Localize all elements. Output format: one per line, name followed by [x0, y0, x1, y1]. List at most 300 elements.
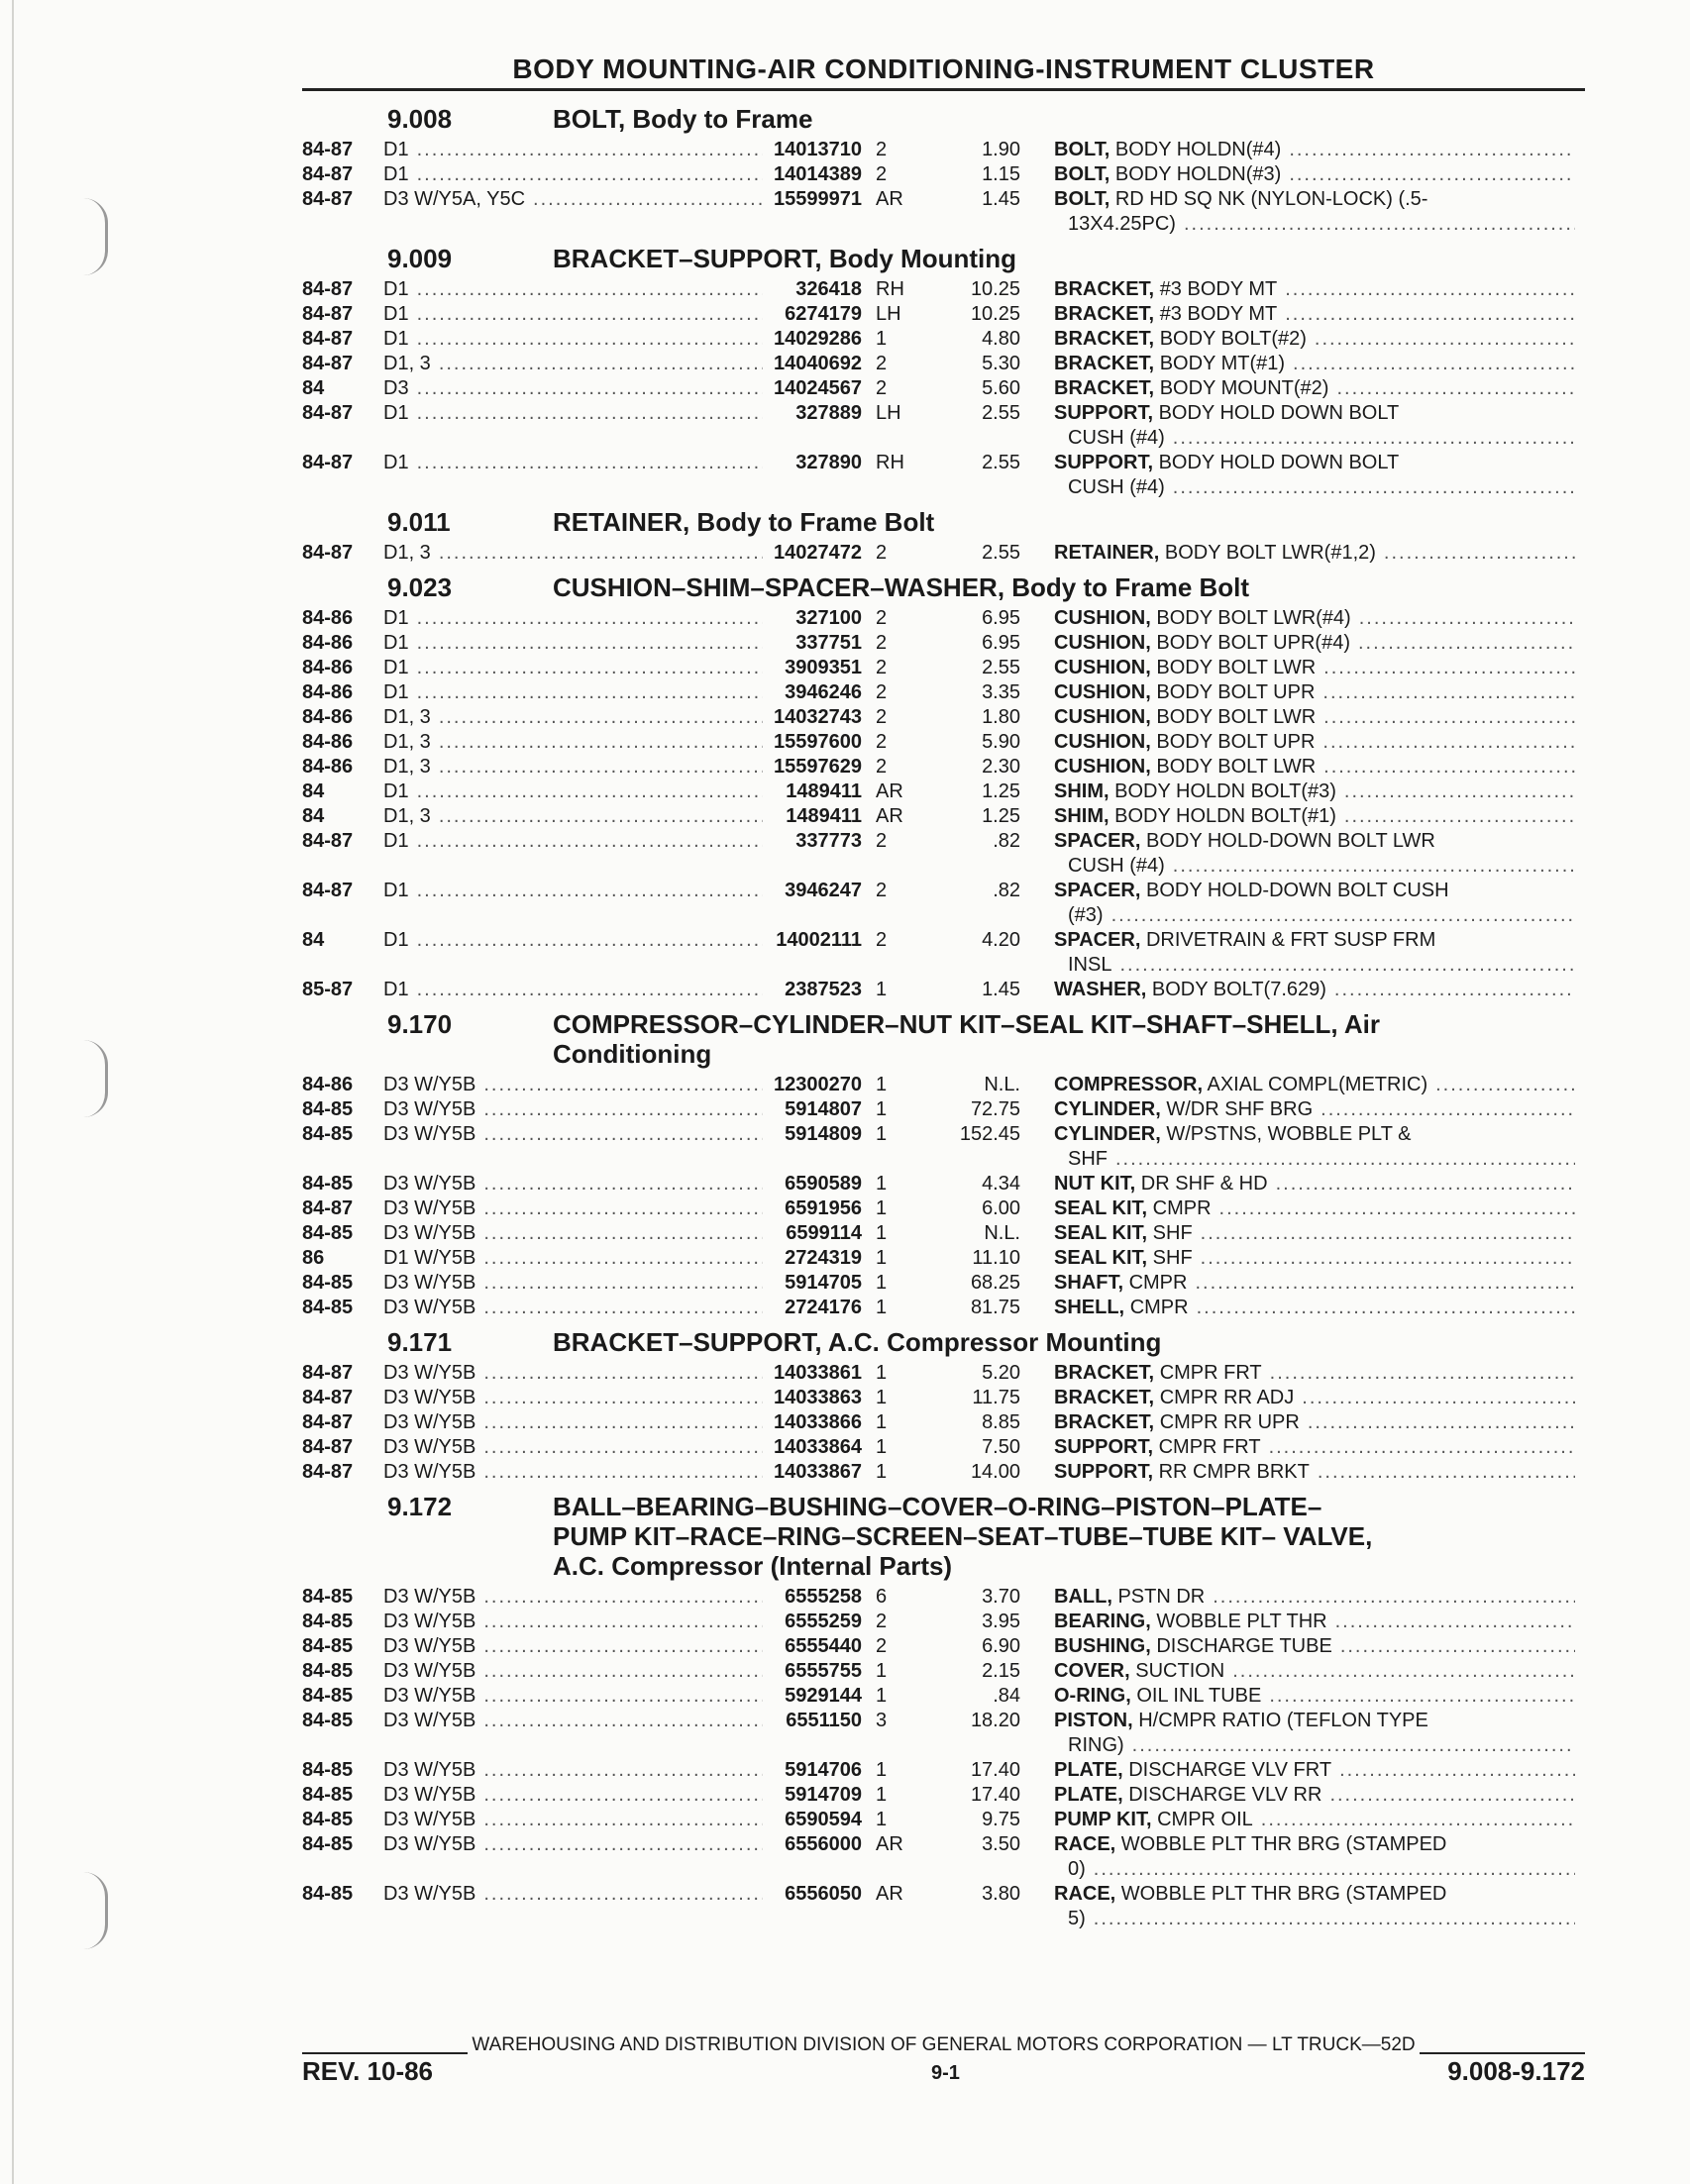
- quantity: 2: [876, 1611, 888, 1632]
- description-text: [1054, 1172, 1268, 1196]
- description: [1054, 780, 1575, 804]
- part-number: 14024567: [774, 377, 862, 399]
- application: D1: [383, 452, 409, 473]
- part-detail: BODY HOLD DOWN BOLT: [1158, 402, 1400, 424]
- part-name: BALL,: [1054, 1586, 1112, 1608]
- model-years: 84-87: [302, 139, 354, 160]
- application-cell: [383, 187, 763, 237]
- application-cell: [383, 1783, 763, 1808]
- continuation-text: INSL: [1068, 954, 1112, 976]
- part-detail: BODY BOLT(#2): [1159, 328, 1307, 350]
- application: D3 W/Y5A, Y5C: [383, 188, 526, 210]
- description-line: [1054, 879, 1575, 903]
- quantity: 1: [876, 1411, 888, 1433]
- leader-dots: [483, 1172, 763, 1196]
- application: D1, 3: [383, 353, 431, 374]
- price: 1.45: [982, 188, 1020, 210]
- part-number: 2724319: [785, 1247, 862, 1269]
- leader-dots: [1269, 1684, 1575, 1709]
- description-text: [1054, 656, 1316, 680]
- part-name: PUMP KIT,: [1054, 1809, 1152, 1830]
- part-name: RACE,: [1054, 1883, 1116, 1905]
- quantity: AR: [876, 1883, 903, 1905]
- part-name: CUSHION,: [1054, 681, 1151, 703]
- catalog-section: [302, 572, 1585, 1002]
- quantity: RH: [876, 278, 904, 300]
- continuation-text: SHF: [1068, 1148, 1108, 1170]
- model-years: 84-86: [302, 632, 354, 654]
- part-detail: CMPR FRT: [1158, 1436, 1261, 1458]
- table-row: [302, 1097, 1585, 1122]
- description-text: [1054, 1709, 1428, 1733]
- leader-dots: [1358, 631, 1575, 656]
- description-line: [1054, 780, 1575, 804]
- leader-dots: [1285, 302, 1575, 327]
- part-number: 327889: [795, 402, 862, 424]
- leader-dots: [1320, 1097, 1575, 1122]
- quantity: 2: [876, 542, 888, 564]
- table-row: [302, 541, 1585, 566]
- price: 11.75: [972, 1387, 1020, 1408]
- application-cell: [383, 755, 763, 780]
- table-row: [302, 1634, 1585, 1659]
- description-line: [1054, 1435, 1575, 1460]
- part-detail: SHF: [1152, 1222, 1193, 1244]
- quantity: LH: [876, 402, 901, 424]
- application: D1: [383, 657, 409, 678]
- part-detail: SUCTION: [1135, 1660, 1225, 1682]
- application-cell: [383, 730, 763, 755]
- application: D1, 3: [383, 542, 431, 564]
- application: D3 W/Y5B: [383, 1436, 476, 1458]
- catalog-section: [302, 104, 1585, 237]
- quantity: 1: [876, 1362, 888, 1384]
- table-row: [302, 1783, 1585, 1808]
- application: D1: [383, 163, 409, 185]
- application: D3 W/Y5B: [383, 1387, 476, 1408]
- part-name: CUSHION,: [1054, 632, 1151, 654]
- quantity: 2: [876, 731, 888, 753]
- section-heading: [302, 104, 1585, 134]
- price: 2.15: [982, 1660, 1020, 1682]
- part-number: 5914709: [785, 1784, 862, 1806]
- continuation-text: 0): [1068, 1858, 1086, 1880]
- application-cell: [383, 162, 763, 187]
- table-row: [302, 162, 1585, 187]
- table-row: [302, 606, 1585, 631]
- quantity: 1: [876, 1809, 888, 1830]
- part-name: SUPPORT,: [1054, 1461, 1154, 1483]
- application: D3 W/Y5B: [383, 1660, 476, 1682]
- description: [1054, 1410, 1575, 1435]
- description-text: [1054, 804, 1336, 829]
- description-line: [1054, 755, 1575, 780]
- table-row: [302, 1758, 1585, 1783]
- description: [1054, 1361, 1575, 1386]
- leader-dots: [417, 780, 763, 804]
- part-name: BRACKET,: [1054, 377, 1155, 399]
- table-row: [302, 656, 1585, 680]
- description-continuation: [1054, 903, 1575, 928]
- model-years: 84-87: [302, 1362, 354, 1384]
- price: 18.20: [970, 1710, 1020, 1731]
- leader-dots: [1094, 1907, 1575, 1931]
- parts-catalog: [302, 97, 1585, 1931]
- application-cell: [383, 1410, 763, 1435]
- application-cell: [383, 1585, 763, 1610]
- price: 6.95: [982, 607, 1020, 629]
- table-row: [302, 352, 1585, 376]
- part-name: SPACER,: [1054, 830, 1141, 852]
- part-number: 327890: [795, 452, 862, 473]
- part-name: SHIM,: [1054, 780, 1109, 802]
- part-number: 5914706: [785, 1759, 862, 1781]
- section-title-line: RETAINER, Body to Frame Bolt: [553, 507, 935, 537]
- part-number: 14033861: [774, 1362, 862, 1384]
- description: [1054, 1073, 1575, 1097]
- description-text: [1054, 680, 1315, 705]
- part-number: 6591956: [785, 1197, 862, 1219]
- footer-line: [302, 2034, 1585, 2056]
- leader-dots: [1261, 1808, 1575, 1832]
- leader-dots: [1201, 1221, 1575, 1246]
- price: 7.50: [982, 1436, 1020, 1458]
- price: 81.75: [970, 1297, 1020, 1318]
- application-cell: [383, 879, 763, 928]
- leader-dots: [1318, 1460, 1575, 1485]
- part-detail: BODY BOLT LWR(#4): [1156, 607, 1351, 629]
- model-years: 84-86: [302, 681, 354, 703]
- model-years: 84-85: [302, 1611, 354, 1632]
- part-name: SEAL KIT,: [1054, 1197, 1148, 1219]
- part-name: RACE,: [1054, 1833, 1116, 1855]
- price: 2.55: [982, 402, 1020, 424]
- section-title-block: [553, 507, 1585, 537]
- description-line: [1054, 1808, 1575, 1832]
- quantity: 3: [876, 1710, 888, 1731]
- application-cell: [383, 1634, 763, 1659]
- leader-dots: [417, 829, 763, 879]
- leader-dots: [1335, 1610, 1575, 1634]
- part-detail: BODY HOLDN(#4): [1114, 139, 1282, 160]
- description: [1054, 656, 1575, 680]
- model-years: 84: [302, 780, 325, 802]
- part-name: BRACKET,: [1054, 1411, 1155, 1433]
- description: [1054, 879, 1575, 928]
- description-text: [1054, 1882, 1446, 1907]
- leader-dots: [483, 1296, 763, 1320]
- part-name: SEAL KIT,: [1054, 1222, 1148, 1244]
- part-number: 14013710: [774, 139, 862, 160]
- quantity: 1: [876, 1173, 888, 1195]
- leader-dots: [1334, 978, 1575, 1002]
- description-text: [1054, 162, 1281, 187]
- binder-hole: [83, 1040, 108, 1117]
- application: D3 W/Y5B: [383, 1611, 476, 1632]
- part-detail: CMPR RR UPR: [1159, 1411, 1300, 1433]
- application: D3 W/Y5B: [383, 1197, 476, 1219]
- application-cell: [383, 780, 763, 804]
- description-line: [1054, 1610, 1575, 1634]
- quantity: 1: [876, 1247, 888, 1269]
- model-years: 84-87: [302, 542, 354, 564]
- part-number: 3909351: [785, 657, 862, 678]
- leader-dots: [417, 376, 763, 401]
- application: D3 W/Y5B: [383, 1411, 476, 1433]
- part-detail: W/DR SHF BRG: [1166, 1098, 1314, 1120]
- part-detail: CMPR RR ADJ: [1159, 1387, 1295, 1408]
- part-detail: CMPR OIL: [1157, 1809, 1253, 1830]
- quantity: 1: [876, 1074, 888, 1095]
- quantity: AR: [876, 188, 903, 210]
- description-line: [1054, 1684, 1575, 1709]
- application: D3 W/Y5B: [383, 1173, 476, 1195]
- description: [1054, 401, 1575, 451]
- quantity: 2: [876, 632, 888, 654]
- description-line: [1054, 401, 1575, 426]
- leader-dots: [483, 1684, 763, 1709]
- application: D3 W/Y5B: [383, 1461, 476, 1483]
- part-detail: WOBBLE PLT THR BRG (STAMPED: [1120, 1833, 1447, 1855]
- quantity: 1: [876, 1272, 888, 1294]
- description: [1054, 1271, 1575, 1296]
- part-detail: CMPR FRT: [1159, 1362, 1262, 1384]
- application: D1, 3: [383, 706, 431, 728]
- part-name: CYLINDER,: [1054, 1098, 1161, 1120]
- part-name: BRACKET,: [1054, 1362, 1155, 1384]
- leader-dots: [417, 451, 763, 500]
- application-cell: [383, 1296, 763, 1320]
- price: .84: [993, 1685, 1020, 1707]
- description-text: [1054, 1271, 1187, 1296]
- part-name: CUSHION,: [1054, 706, 1151, 728]
- leader-dots: [1289, 138, 1575, 162]
- table-row: [302, 1659, 1585, 1684]
- leader-dots: [1302, 1386, 1575, 1410]
- part-number: 14033864: [774, 1436, 862, 1458]
- application: D3 W/Y5B: [383, 1784, 476, 1806]
- application-cell: [383, 680, 763, 705]
- description: [1054, 1882, 1575, 1931]
- part-detail: BODY HOLDN(#3): [1114, 163, 1282, 185]
- leader-dots: [1293, 352, 1575, 376]
- leader-dots: [1213, 1585, 1575, 1610]
- leader-dots: [483, 1271, 763, 1296]
- price: 2.55: [982, 452, 1020, 473]
- leader-dots: [483, 1246, 763, 1271]
- leader-dots: [1232, 1659, 1575, 1684]
- application: D3 W/Y5B: [383, 1297, 476, 1318]
- quantity: 1: [876, 1685, 888, 1707]
- application: D1: [383, 780, 409, 802]
- part-detail: BODY BOLT UPR: [1156, 731, 1316, 753]
- part-detail: DISCHARGE TUBE: [1156, 1635, 1332, 1657]
- part-name: BEARING,: [1054, 1611, 1151, 1632]
- leader-dots: [417, 162, 763, 187]
- price: 6.00: [982, 1197, 1020, 1219]
- description-line: [1054, 1832, 1575, 1857]
- part-name: BOLT,: [1054, 139, 1110, 160]
- leader-dots: [483, 1073, 763, 1097]
- description-text: [1054, 451, 1399, 475]
- model-years: 84-86: [302, 706, 354, 728]
- price: 152.45: [959, 1123, 1020, 1145]
- application: D3 W/Y5B: [383, 1098, 476, 1120]
- application: D3 W/Y5B: [383, 1635, 476, 1657]
- part-number: 3946247: [785, 880, 862, 901]
- description-line: [1054, 1122, 1575, 1147]
- quantity: 2: [876, 706, 888, 728]
- description: [1054, 541, 1575, 566]
- leader-dots: [1201, 1246, 1575, 1271]
- description-text: [1054, 1122, 1411, 1147]
- quantity: 1: [876, 1197, 888, 1219]
- application: D1: [383, 880, 409, 901]
- description-continuation: [1054, 1147, 1575, 1172]
- model-years: 84-85: [302, 1660, 354, 1682]
- part-number: 6590589: [785, 1173, 862, 1195]
- description-line: [1054, 978, 1575, 1002]
- part-number: 1489411: [786, 780, 862, 802]
- quantity: 1: [876, 1222, 888, 1244]
- quantity: 2: [876, 681, 888, 703]
- price: 10.25: [970, 303, 1020, 325]
- table-row: [302, 978, 1585, 1002]
- price: 5.60: [982, 377, 1020, 399]
- description-text: [1054, 401, 1399, 426]
- model-years: 84-85: [302, 1833, 354, 1855]
- part-detail: BODY HOLD DOWN BOLT: [1158, 452, 1400, 473]
- table-row: [302, 1808, 1585, 1832]
- part-name: CYLINDER,: [1054, 1123, 1161, 1145]
- table-row: [302, 1882, 1585, 1931]
- leader-dots: [1195, 1271, 1575, 1296]
- description-text: [1054, 1361, 1262, 1386]
- table-row: [302, 780, 1585, 804]
- leader-dots: [483, 1386, 763, 1410]
- description: [1054, 1172, 1575, 1196]
- part-name: PLATE,: [1054, 1759, 1123, 1781]
- quantity: 1: [876, 328, 888, 350]
- part-number: 14032743: [774, 706, 862, 728]
- leader-dots: [417, 879, 763, 928]
- description-continuation: [1054, 426, 1575, 451]
- part-number: 15597629: [774, 756, 862, 778]
- table-row: [302, 376, 1585, 401]
- application: D3 W/Y5B: [383, 1123, 476, 1145]
- model-years: 84-85: [302, 1098, 354, 1120]
- application: D3 W/Y5B: [383, 1222, 476, 1244]
- part-name: CUSHION,: [1054, 657, 1151, 678]
- quantity: 1: [876, 1759, 888, 1781]
- description: [1054, 1122, 1575, 1172]
- part-name: SHELL,: [1054, 1297, 1125, 1318]
- leader-dots: [483, 1435, 763, 1460]
- application: D1 W/Y5B: [383, 1247, 476, 1269]
- part-name: BRACKET,: [1054, 303, 1155, 325]
- description: [1054, 1758, 1575, 1783]
- description: [1054, 1386, 1575, 1410]
- description-text: [1054, 606, 1351, 631]
- application: D1: [383, 607, 409, 629]
- model-years: 84-87: [302, 1387, 354, 1408]
- application-cell: [383, 138, 763, 162]
- quantity: 1: [876, 979, 888, 1000]
- table-row: [302, 1196, 1585, 1221]
- model-years: 84-87: [302, 278, 354, 300]
- description-line: [1054, 541, 1575, 566]
- leader-dots: [1435, 1073, 1575, 1097]
- description: [1054, 1659, 1575, 1684]
- leader-dots: [483, 1610, 763, 1634]
- part-number: 6555259: [785, 1611, 862, 1632]
- section-title-block: [553, 1009, 1585, 1069]
- leader-dots: [439, 804, 763, 829]
- description: [1054, 138, 1575, 162]
- price: 5.20: [982, 1362, 1020, 1384]
- part-number: 5914705: [785, 1272, 862, 1294]
- model-years: 84-87: [302, 1197, 354, 1219]
- leader-dots: [1339, 1758, 1575, 1783]
- description-text: [1054, 302, 1277, 327]
- table-row: [302, 1386, 1585, 1410]
- model-years: 84: [302, 805, 325, 827]
- application: D3 W/Y5B: [383, 1710, 476, 1731]
- description-line: [1054, 277, 1575, 302]
- quantity: AR: [876, 805, 903, 827]
- description-text: [1054, 631, 1350, 656]
- description: [1054, 928, 1575, 978]
- quantity: 2: [876, 830, 888, 852]
- part-detail: BODY HOLD-DOWN BOLT LWR: [1145, 830, 1435, 852]
- table-row: [302, 631, 1585, 656]
- model-years: 84-86: [302, 1074, 354, 1095]
- description-text: [1054, 780, 1336, 804]
- continuation-text: CUSH (#4): [1068, 855, 1165, 877]
- leader-dots: [439, 730, 763, 755]
- part-detail: W/PSTNS, WOBBLE PLT &: [1166, 1123, 1412, 1145]
- leader-dots: [483, 1882, 763, 1931]
- section-title-line: CUSHION–SHIM–SPACER–WASHER, Body to Frame Bolt: [553, 572, 1250, 602]
- application: D3 W/Y5B: [383, 1685, 476, 1707]
- application: D1: [383, 929, 409, 951]
- part-name: BOLT,: [1054, 188, 1110, 210]
- part-detail: BODY BOLT LWR: [1156, 657, 1317, 678]
- section-number: 9.172: [387, 1492, 453, 1521]
- part-number: 2724176: [785, 1297, 862, 1318]
- description-line: [1054, 606, 1575, 631]
- leader-dots: [1323, 755, 1575, 780]
- description-line: [1054, 1585, 1575, 1610]
- description-line: [1054, 1296, 1575, 1320]
- table-row: [302, 804, 1585, 829]
- application: D1: [383, 303, 409, 325]
- continuation-text: 13X4.25PC): [1068, 213, 1176, 235]
- application: D1: [383, 328, 409, 350]
- description: [1054, 755, 1575, 780]
- section-number: 9.171: [387, 1327, 453, 1357]
- part-number: 5914807: [785, 1098, 862, 1120]
- part-detail: WOBBLE PLT THR: [1156, 1611, 1327, 1632]
- table-row: [302, 302, 1585, 327]
- leader-dots: [1344, 804, 1575, 829]
- model-years: 86: [302, 1247, 325, 1269]
- leader-dots: [483, 1783, 763, 1808]
- application-cell: [383, 1435, 763, 1460]
- page-title: BODY MOUNTING-AIR CONDITIONING-INSTRUMENT CLUSTER: [512, 53, 1375, 84]
- part-name: CUSHION,: [1054, 607, 1151, 629]
- quantity: 2: [876, 607, 888, 629]
